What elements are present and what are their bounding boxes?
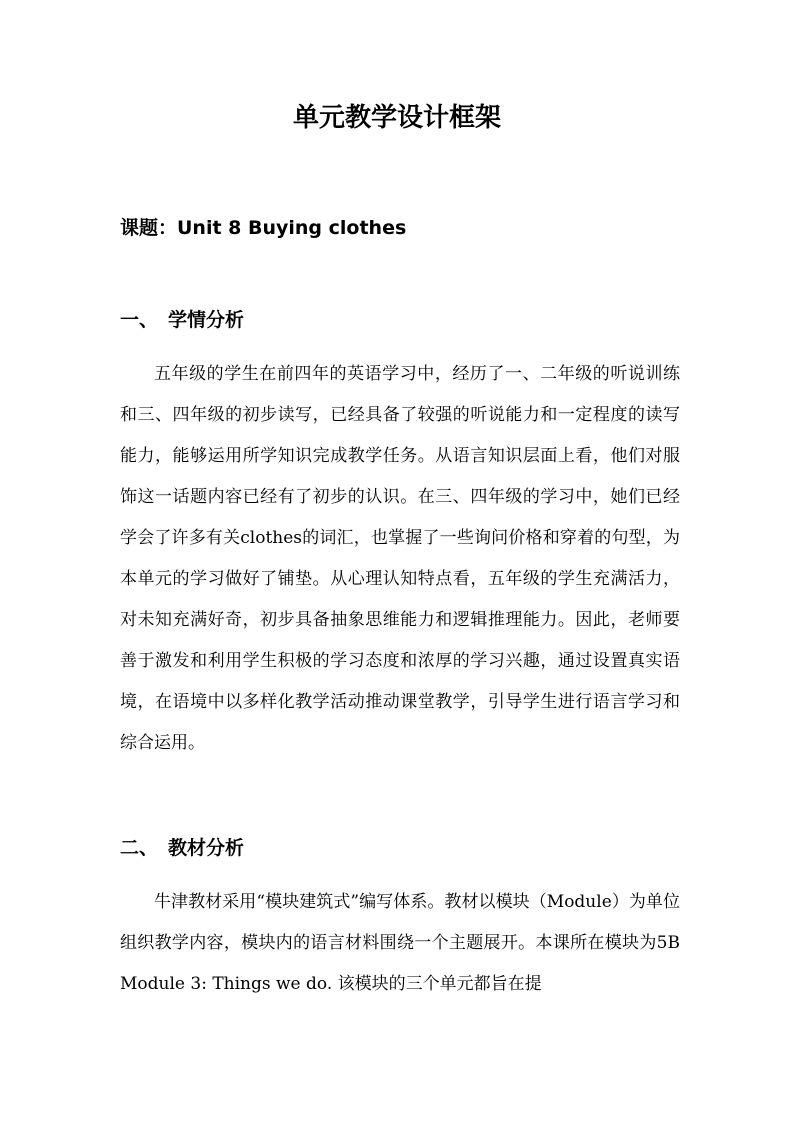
section-number: 一、 bbox=[120, 309, 159, 331]
lesson-subject: 课题：Unit 8 Buying clothes bbox=[120, 217, 407, 239]
section-paragraph-textbook-analysis: 牛津教材采用“模块建筑式”编写体系。教材以模块（Module）为单位组织教学内容，模块内的语言材料围绕一个主题展开。本课所在模块为5B Module 3: Things we do. 该模块的三个单元都旨在提 bbox=[120, 892, 680, 994]
section-title: 教材分析 bbox=[168, 837, 245, 859]
section-number: 二、 bbox=[120, 837, 159, 859]
section-heading-textbook-analysis bbox=[120, 834, 244, 862]
section-heading-learner-analysis bbox=[120, 306, 244, 334]
section-title: 学情分析 bbox=[168, 309, 245, 331]
document-title: 单元教学设计框架 bbox=[292, 103, 501, 133]
section-paragraph-learner-analysis: 五年级的学生在前四年的英语学习中，经历了一、二年级的听说训练和三、四年级的初步读写，已经具备了较强的听说能力和一定程度的读写能力，能够运用所学知识完成教学任务。从语言知识层面上看，他们对服饰这一话题内容已经有了初步的认识。在三、四年级的学习中，她们已经学会了许多有关clothes的词汇，也掌握了一些询问价格和穿着的句型，为本单元的学习做好了铺垫。从心理认知特点看，五年级的学生充满活力，对未知充满好奇，初步具备抽象思维能力和逻辑推理能力。因此，老师要善于激发和利用学生积极的学习态度和浓厚的学习兴趣，通过设置真实语境，在语境中以多样化教学活动推动课堂教学，引导学生进行语言学习和综合运用。 bbox=[120, 364, 680, 753]
